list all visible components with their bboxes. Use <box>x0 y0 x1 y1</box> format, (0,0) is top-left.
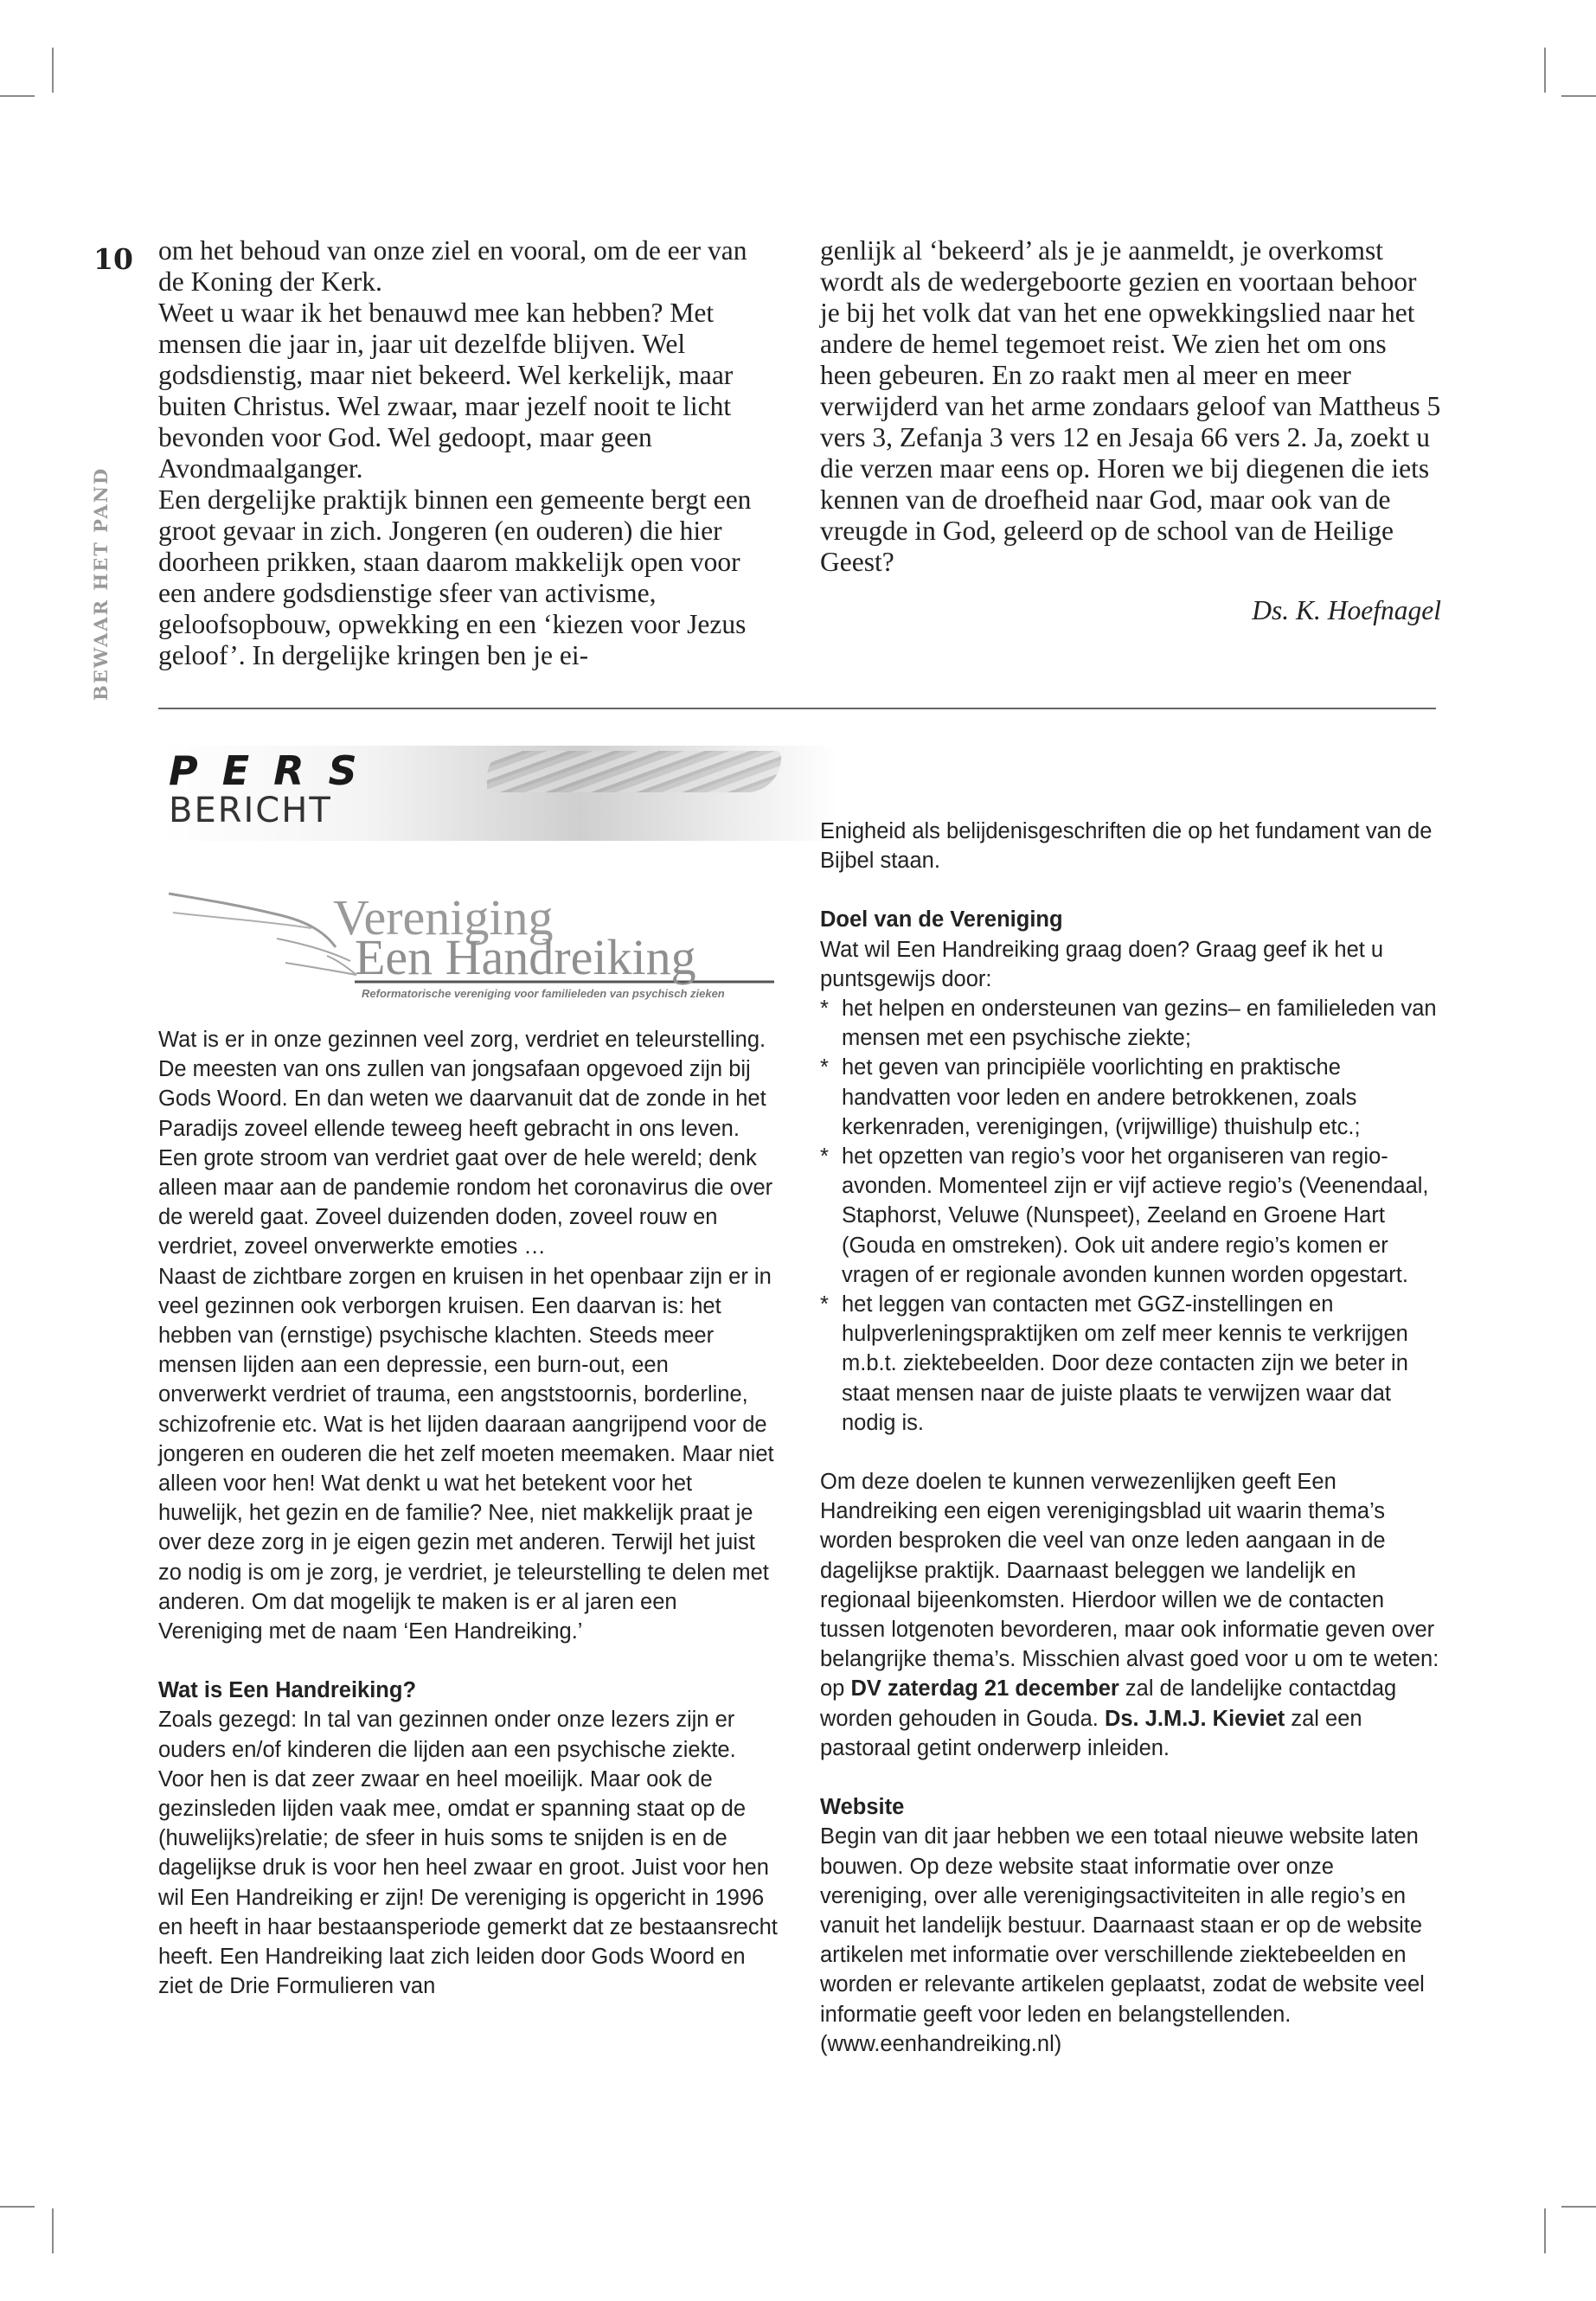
press-left-column <box>158 1025 781 2002</box>
text-span: zal de landelijke contactdag worden gehouden in Gouda. <box>820 1676 1397 1731</box>
crop-mark <box>0 95 35 97</box>
banner-graphic <box>487 751 781 792</box>
press-release-banner <box>158 746 837 841</box>
list-item: * het leggen van contacten met GGZ-instellingen en hulpverleningspraktijken om zelf meer kennis te verkrijgen m.b.t. ziektebeelden. Door deze contacten zijn we beter in staat mensen naar de juiste plaats te verwijzen waar dat nodig is. <box>820 1290 1443 1438</box>
paragraph: Een dergelijke praktijk binnen een gemeente bergt een groot gevaar in zich. Jongeren (en ouderen) die hier doorheen prikken, staan daarom makkelijk open voor een andere godsdienstige sfeer van activisme, geloofsopbouw, opwekking en een ‘kiezen voor Jezus geloof’. In dergelijke kringen ben je ei- <box>158 484 752 670</box>
banner-title: PERS <box>169 747 381 794</box>
paragraph: Wat wil Een Handreiking graag doen? Graag geef ik het u puntsgewijs door: <box>820 937 1384 991</box>
paragraph: Wat is er in onze gezinnen veel zorg, verdriet en teleurstelling. De meesten van ons zullen van jongsafaan opgevoed zijn bij Gods Woord. En dan weten we daarvanuit dat de zonde in het Paradijs zoveel ellende teweeg heeft gebracht in ons leven. Een grote stroom van verdriet gaat over de hele wereld; denk alleen maar aan de pandemie rondom het coronavirus die over de wereld gaat. Zoveel duizenden doden, zoveel rouw en verdriet, zoveel onverwerkte emoties … <box>158 1028 773 1259</box>
paragraph: Naast de zichtbare zorgen en kruisen in het openbaar zijn er in veel gezinnen ook verborgen kruisen. Een daarvan is: het hebben van (ernstige) psychische klachten. Steeds meer mensen lijden aan een depressie, een burn-out, een onverwerkt verdriet of trauma, een angststoornis, borderline, schizofrenie etc. Wat is het lijden daaraan aangrijpend voor de jongeren en ouderen die het zelf moeten meemaken. Maar niet alleen voor hen! Wat denkt u wat het betekent voor het huwelijk, het gezin en de familie? Nee, niet makkelijk praat je over deze zorg in je eigen gezin met anderen. Terwijl het juist zo nodig is om je zorg, je verdriet, je teleurstelling te delen met anderen. Om dat mogelijk te maken is er al jaren een Vereniging met de naam ‘Een Handreiking.’ <box>158 1264 774 1644</box>
author-signature: Ds. K. Hoefnagel <box>1252 595 1441 625</box>
paragraph: Weet u waar ik het benauwd mee kan hebben? Met mensen die jaar in, jaar uit dezelfde blijven. Wel godsdienstig, maar niet bekeerd. Wel kerkelijk, maar buiten Christus. Wel zwaar, maar jezelf nooit te licht bevonden voor God. Wel gedoopt, maar geen Avondmaalganger. <box>158 298 734 484</box>
list-item: * het geven van principiële voorlichting en praktische handvatten voor leden en andere betrokkenen, zoals kerkenraden, verenigingen, (vrijwillige) thuishulp etc.; <box>820 1053 1443 1142</box>
event-date: DV zaterdag 21 december <box>850 1676 1119 1702</box>
logo-title-line1: Vereniging <box>333 889 554 945</box>
paragraph: genlijk al ‘bekeerd’ als je je aanmeldt, je overkomst wordt als de wedergeboorte gezien en voortaan behoor je bij het volk dat van het ene opwekkingslied naar het andere de hemel tegemoet reist. We zien het om ons heen gebeuren. En zo raakt men al meer en meer verwijderd van het arme zondaars geloof van Mattheus 5 vers 3, Zefanja 3 vers 12 en Jesaja 66 vers 2. Ja, zoekt u die verzen maar eens op. Horen we bij diegenen die iets kennen van de droefheid naar God, maar ook van de vreugde in God, geleerd op de school van de Heilige Geest? <box>820 235 1441 577</box>
paragraph: Begin van dit jaar hebben we een totaal nieuwe website laten bouwen. Op deze website staat informatie over onze vereniging, over alle verenigingsactiviteiten in alle regio’s en vanuit het landelijk bestuur. Daarnaast staan er op de website artikelen met informatie over verschillende ziektebeelden en worden er relevante artikelen geplaatst, zodat de website veel informatie geeft voor leden en belangstellenden. (www.eenhandreiking.nl) <box>820 1824 1425 2056</box>
goals-list <box>820 994 1443 1438</box>
paragraph: Zoals gezegd: In tal van gezinnen onder onze lezers zijn er ouders en/of kinderen die lijden aan een psychische ziekte. Voor hen is dat zeer zwaar en heel moeilijk. Maar ook de gezinsleden lijden vaak mee, omdat er spanning staat op de (huwelijks)relatie; de sfeer in huis soms te snijden is en de dagelijkse druk is voor hen heel zwaar en groot. Juist voor hen wil Een Handreiking er zijn! De vereniging is opgericht in 1996 en heeft in haar bestaansperiode gemerkt dat ze bestaansrecht heeft. Een Handreiking laat zich leiden door Gods Woord en ziet de Drie Formulieren van <box>158 1708 778 1999</box>
paragraph: Enigheid als belijdenisgeschriften die op het fundament van de Bijbel staan. <box>820 819 1433 874</box>
list-item: * het helpen en ondersteunen van gezins– en familieleden van mensen met een psychische ziekte; <box>820 994 1443 1053</box>
list-item: * het opzetten van regio’s voor het organiseren van regio-avonden. Momenteel zijn er vijf actieve regio’s (Veenendaal, Staphorst, Veluwe (Nunspeet), Zeeland en Groene Hart (Gouda en omstreken). Ook uit andere regio’s komen er vragen of er regionale avonden kunnen worden opgestart. <box>820 1142 1443 1290</box>
handreiking-logo <box>164 887 787 1008</box>
page-number: 10 <box>93 242 133 276</box>
crop-mark <box>0 2206 35 2208</box>
crop-mark <box>52 48 54 93</box>
speaker-name: Ds. J.M.J. Kieviet <box>1104 1706 1285 1731</box>
running-head <box>90 466 116 701</box>
paragraph: om het behoud van onze ziel en vooral, om de eer van de Koning der Kerk. <box>158 235 747 297</box>
crop-mark <box>1544 48 1546 93</box>
section-divider <box>158 708 1436 709</box>
logo-title-line2: Een Handreiking <box>355 929 696 985</box>
banner-subtitle: BERICHT <box>169 791 332 830</box>
article-right-column <box>820 235 1441 626</box>
section-heading: Website <box>820 1795 905 1820</box>
running-head-text: BEWAAR HET PAND <box>90 466 112 701</box>
article-left-column <box>158 235 755 671</box>
paragraph <box>820 1467 1443 1763</box>
section-heading: Wat is Een Handreiking? <box>158 1678 417 1703</box>
text-span: Om deze doelen te kunnen verwezenlijken geeft Een Handreiking een eigen verenigingsblad uit waarin thema’s worden besproken die veel van onze leden aangaan in de dagelijkse praktijk. Daarnaast beleggen we landelijk en regionaal bijeenkomsten. Hierdoor willen we de contacten tussen lotgenoten bevorderen, maar ook informatie geven over belangrijke thema’s. Misschien alvast goed voor u om te weten: op <box>820 1470 1439 1702</box>
section-heading: Doel van de Vereniging <box>820 907 1063 933</box>
press-right-column <box>820 817 1443 2059</box>
logo-subtitle: Reformatorische vereniging voor familieleden van psychisch zieken <box>362 987 725 1000</box>
crop-mark <box>52 2208 54 2253</box>
crop-mark <box>1561 2206 1596 2208</box>
crop-mark <box>1544 2208 1546 2253</box>
crop-mark <box>1561 95 1596 97</box>
text-span: zal een pastoraal getint onderwerp inleiden. <box>820 1706 1362 1760</box>
